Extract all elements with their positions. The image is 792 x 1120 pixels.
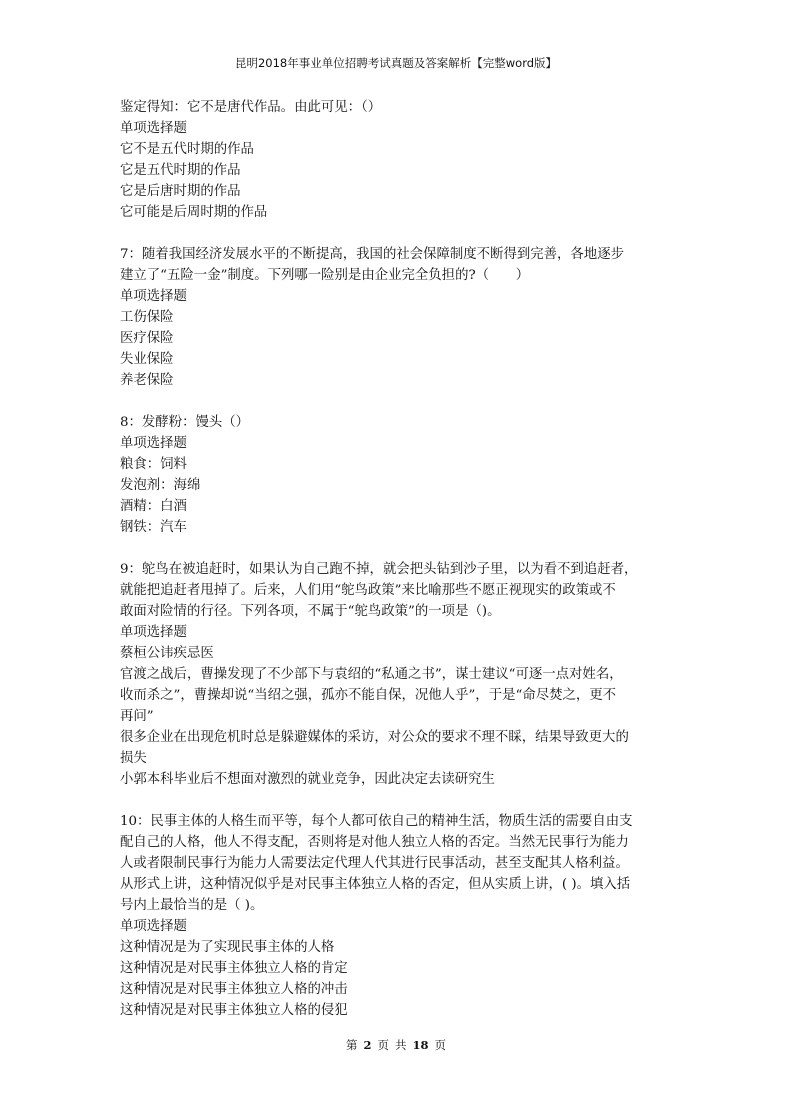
question-6-fragment [120,97,675,223]
question-type: 单项选择题 [120,625,187,640]
question-type: 单项选择题 [120,121,187,136]
question-type: 单项选择题 [120,919,187,934]
question-stem-line: 10：民事主体的人格生而平等，每个人都可依自己的精神生活，物质生活的需要自由支 [120,814,633,829]
question-stem-line: 建立了“五险一金”制度。下列哪一险别是由企业完全负担的?（ ） [120,268,530,283]
question-stem: 鉴定得知：它不是唐代作品。由此可见：（） [120,100,382,115]
option-a: 它不是五代时期的作品 [120,142,254,157]
question-stem-line: 敢面对险情的行径。下列各项，不属于“鸵鸟政策”的一项是（)。 [120,604,501,619]
page-footer [0,1037,792,1053]
question-type: 单项选择题 [120,289,187,304]
option-b: 发泡剂：海绵 [120,478,201,493]
option-a: 蔡桓公讳疾忌医 [120,646,214,661]
footer-total-word: 共 [395,1038,407,1052]
option-b-line: 再问” [120,709,154,724]
page-content [120,97,675,1021]
option-d: 这种情况是对民事主体独立人格的侵犯 [120,1003,348,1018]
question-stem-line: 配自己的人格，他人不得支配，否则将是对他人独立人格的否定。当然无民事行为能力 [120,835,629,850]
question-7 [120,244,675,391]
option-b: 这种情况是对民事主体独立人格的肯定 [120,961,348,976]
option-d: 小郭本科毕业后不想面对激烈的就业竞争，因此决定去读研究生 [120,772,495,787]
option-d: 钢铁：汽车 [120,520,187,535]
option-d: 养老保险 [120,373,174,388]
question-8 [120,412,675,538]
option-a: 工伤保险 [120,310,174,325]
option-b: 医疗保险 [120,331,174,346]
option-a: 粮食：饲料 [120,457,187,472]
option-b-line: 收而杀之”，曹操却说“当绍之强，孤亦不能自保，况他人乎”，于是“命尽焚之，更不 [120,688,617,703]
footer-prefix: 第 [345,1038,358,1052]
footer-suffix: 页 [434,1038,447,1052]
option-c: 酒精：白酒 [120,499,187,514]
option-b-line: 官渡之战后，曹操发现了不少部下与袁绍的“私通之书”，谋士建议“可逐一点对姓名， [120,667,623,682]
question-type: 单项选择题 [120,436,187,451]
question-stem-line: 就能把追赶者甩掉了。后来，人们用“鸵鸟政策”来比喻那些不愿正视现实的政策或不 [120,583,616,598]
option-c-line: 损失 [120,751,147,766]
document-title: 昆明2018年事业单位招聘考试真题及答案解析【完整word版】 [234,56,558,70]
current-page-number: 2 [363,1038,372,1052]
question-9 [120,559,675,790]
option-c: 它是后唐时期的作品 [120,184,241,199]
option-c-line: 很多企业在出现危机时总是躲避媒体的采访，对公众的要求不理不睬，结果导致更大的 [120,730,629,745]
question-stem-line: 9：鸵鸟在被追赶时，如果认为自己跑不掉，就会把头钻到沙子里，以为看不到追赶者， [120,562,638,577]
question-10 [120,811,675,1021]
question-stem-line: 7：随着我国经济发展水平的不断提高，我国的社会保障制度不断得到完善，各地逐步 [120,247,624,262]
option-c: 这种情况是对民事主体独立人格的冲击 [120,982,348,997]
option-b: 它是五代时期的作品 [120,163,241,178]
question-stem: 8：发酵粉：馒头（） [120,415,250,430]
question-stem-line: 人或者限制民事行为能力人需要法定代理人代其进行民事活动，甚至支配其人格利益。 [120,856,629,871]
question-stem-line: 号内上最恰当的是（ )。 [120,898,264,913]
footer-page-word: 页 [377,1038,389,1052]
option-a: 这种情况是为了实现民事主体的人格 [120,940,335,955]
option-d: 它可能是后周时期的作品 [120,205,268,220]
question-stem-line: 从形式上讲，这种情况似乎是对民事主体独立人格的否定，但从实质上讲，( )。填入括 [120,877,631,892]
option-c: 失业保险 [120,352,174,367]
total-page-number: 18 [412,1038,429,1052]
page-header [0,55,792,71]
